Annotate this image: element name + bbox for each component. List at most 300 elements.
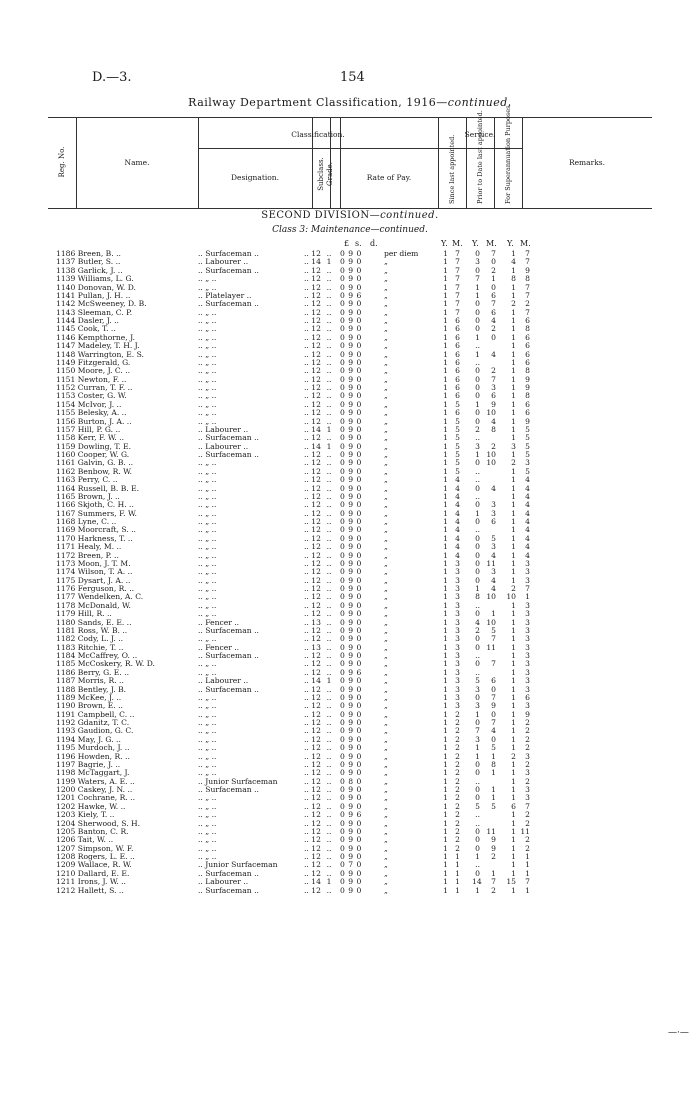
super-years: 1 [511,324,516,334]
super-months: 4 [525,533,530,543]
designation: .. „ .. [198,819,217,828]
rate-of-pay: 0 9 0 [340,408,362,418]
pay-period: „ [384,525,388,535]
designation: .. „ .. [198,735,217,744]
super-years: 1 [511,383,516,392]
since-years: 1 [443,265,448,275]
grade: .. [326,818,332,828]
subclass: .. 12 [304,416,321,426]
designation: .. „ .. [198,668,217,677]
rate-of-pay: 0 9 0 [340,567,362,577]
prior-months: 2 [491,885,496,895]
since-years: 1 [443,651,448,660]
grade: .. [326,408,332,418]
rate-of-pay: 0 9 6 [340,667,362,677]
staff-name: 1167 Summers, F. W. [56,509,137,518]
unit-pound: £ [344,239,350,248]
rate-of-pay: 0 9 0 [340,584,362,593]
subclass: .. 12 [304,751,321,761]
grade: .. [326,651,332,660]
designation: .. „ .. [198,551,217,560]
prior-years: 0 [475,558,480,568]
header-designation: Designation. [231,173,279,182]
since-months: 3 [455,567,460,577]
since-months: 7 [455,257,460,267]
super-years: 1 [511,341,516,351]
pay-period: „ [384,642,388,652]
grade: .. [326,357,332,367]
pay-period: „ [384,332,388,342]
staff-name: 1160 Cooper, W. G. [56,451,130,459]
grade: .. [326,341,332,351]
designation: .. Surfaceman .. [198,434,259,443]
super-years: 1 [511,399,516,409]
unit-shilling: s. [355,239,362,248]
prior-months: 3 [491,508,496,518]
prior-months: 1 [491,793,496,803]
super-years: 2 [511,299,516,309]
since-months: 3 [455,659,460,669]
pay-period: „ [384,676,388,686]
since-months: 7 [455,265,460,275]
subclass: .. 12 [304,332,321,342]
pay-period: „ [384,550,388,560]
since-years: 1 [443,709,448,719]
designation: .. Fencer .. [198,618,240,627]
staff-name: 1212 Hallett, S. .. [56,886,124,895]
since-months: 4 [455,483,460,493]
rate-of-pay: 0 9 0 [340,483,362,493]
subclass: .. 12 [304,399,321,409]
since-years: 1 [443,517,448,526]
rate-of-pay: 0 9 0 [340,684,362,694]
since-years: 1 [443,835,448,845]
grade: .. [326,282,332,292]
staff-name: 1172 Breen, P. .. [56,551,119,560]
super-years: 1 [511,709,516,719]
since-months: 2 [455,726,460,736]
rate-of-pay: 0 9 0 [340,307,362,317]
pay-period: „ [384,299,388,309]
super-years: 1 [511,517,516,526]
super-years: 4 [511,257,516,267]
super-years: 1 [511,357,516,367]
super-years: 1 [511,885,516,895]
staff-name: 1165 Brown, J. .. [56,492,120,501]
rate-of-pay: 0 9 0 [340,718,362,727]
super-years: 1 [511,265,516,275]
pay-period: „ [384,424,388,434]
subclass: .. 12 [304,810,321,820]
super-months: 2 [525,810,530,820]
super-years: 1 [511,249,516,258]
staff-name: 1162 Benbow, R. W. [56,467,132,476]
grade: .. [326,274,332,284]
pay-period: „ [384,885,388,895]
prior-years: 0 [475,299,480,309]
designation: .. „ .. [198,509,217,518]
rate-of-pay: 0 8 0 [340,776,362,786]
pay-period: „ [384,517,388,526]
rate-of-pay: 0 9 0 [340,692,362,702]
grade: .. [326,659,332,669]
grade: .. [326,332,332,342]
since-months: 3 [455,701,460,711]
rate-of-pay: 0 9 0 [340,801,362,811]
super-years: 3 [511,441,516,451]
rate-of-pay: 0 9 0 [340,332,362,342]
pay-period: „ [384,265,388,275]
designation: .. „ .. [198,484,217,493]
since-months: 1 [455,852,460,861]
designation: .. Platelayer .. [198,291,252,300]
designation: .. Labourer .. [198,878,249,887]
grade: .. [326,835,332,845]
prior-months: 4 [491,349,496,359]
super-months: 9 [525,709,530,719]
designation: .. „ .. [198,744,217,753]
prior-months: 2 [491,265,496,275]
grade: .. [326,525,332,535]
staff-name: 1158 Kerr, F. W. .. [56,434,124,443]
since-years: 1 [443,642,448,652]
pay-period: „ [384,349,388,359]
designation: .. „ .. [198,467,217,476]
page-number: 154 [340,70,365,85]
super-months: 6 [525,316,530,325]
subclass: .. 12 [304,793,321,803]
since-years: 1 [443,734,448,744]
staff-name: 1184 McCaffrey, O. .. [56,652,138,660]
super-years: 1 [511,634,516,644]
super-years: 1 [511,676,516,686]
subclass: .. 12 [304,265,321,275]
grade: .. [326,458,332,468]
grade: .. [326,533,332,543]
since-years: 1 [443,584,448,593]
prior-months: 4 [491,483,496,493]
rate-of-pay: 0 9 0 [340,399,362,409]
super-months: 8 [525,366,530,376]
since-months: 3 [455,642,460,652]
since-years: 1 [443,726,448,736]
rate-of-pay: 0 9 0 [340,433,362,443]
prior-years: .. [475,818,480,828]
super-months: 9 [525,383,530,392]
subclass: .. 12 [304,776,321,786]
super-years: 1 [511,868,516,878]
designation: .. „ .. [198,576,217,585]
designation: .. „ .. [198,275,217,284]
pay-period: „ [384,450,388,459]
designation: .. Fencer .. [198,643,240,652]
prior-years: 3 [475,441,480,451]
staff-name: 1170 Harkness, T. .. [56,534,133,543]
designation: .. „ .. [198,308,217,317]
prior-months: 9 [491,843,496,853]
staff-name: 1151 Newton, F. .. [56,375,127,384]
since-months: 2 [455,709,460,719]
pay-period: „ [384,575,388,585]
designation: .. „ .. [198,534,217,543]
prior-years: 0 [475,307,480,317]
super-months: 4 [525,491,530,501]
since-years: 1 [443,383,448,392]
super-months: 4 [525,517,530,526]
grade: .. [326,684,332,694]
pay-period: „ [384,491,388,501]
prior-years: 1 [475,751,480,761]
prior-years: 1 [475,743,480,753]
rate-of-pay: 0 9 0 [340,709,362,719]
super-years: 2 [511,458,516,468]
designation: .. „ .. [198,752,217,761]
prior-months: 6 [491,290,496,300]
since-years: 1 [443,475,448,485]
prior-months: 4 [491,550,496,560]
since-years: 1 [443,466,448,476]
prior-years: 0 [475,366,480,376]
grade: .. [326,349,332,359]
rate-of-pay: 0 9 0 [340,885,362,895]
pay-period: „ [384,508,388,518]
super-years: 1 [511,667,516,677]
staff-name: 1207 Simpson, W. F. [56,844,134,853]
header-reg-no: Reg. No. [58,146,66,178]
super-months: 3 [525,768,530,778]
subclass: .. 12 [304,684,321,694]
subclass: .. 12 [304,483,321,493]
designation: .. „ .. [198,853,217,861]
super-months: 4 [525,475,530,485]
pay-period: „ [384,751,388,761]
since-years: 1 [443,274,448,284]
pay-period: „ [384,600,388,610]
prior-months: 4 [491,584,496,593]
grade: .. [326,366,332,376]
prior-months: 0 [491,282,496,292]
designation: .. „ .. [198,325,217,334]
super-years: 1 [511,776,516,786]
designation: .. Surfaceman .. [198,886,259,895]
prior-years: 0 [475,718,480,727]
since-years: 1 [443,324,448,334]
prior-months: 10 [486,458,496,468]
super-months: 3 [525,575,530,585]
super-years: 1 [511,542,516,552]
grade: .. [326,709,332,719]
staff-name: 1193 Gaudion, G. C. [56,727,134,736]
rate-of-pay: 0 9 0 [340,491,362,501]
rate-of-pay: 0 9 0 [340,835,362,845]
staff-name: 1164 Russell, B. B. E. [56,484,140,493]
pay-period: „ [384,366,388,376]
pay-period: „ [384,877,388,887]
prior-months: 4 [491,726,496,736]
super-months: 2 [525,843,530,853]
rate-of-pay: 0 9 0 [340,642,362,652]
unit-years-since: Y. [441,239,448,248]
super-years: 2 [511,751,516,761]
rate-of-pay: 0 9 0 [340,525,362,535]
since-months: 3 [455,609,460,619]
staff-name: 1201 Cochrane, R. .. [56,794,136,803]
pay-period: „ [384,475,388,485]
since-months: 3 [455,584,460,593]
super-months: 1 [525,860,530,870]
rate-of-pay: 0 9 0 [340,785,362,794]
staff-name: 1137 Butler, S. .. [56,258,121,267]
super-years: 1 [511,843,516,853]
staff-name: 1185 McCoskery, R. W. D. [56,660,155,669]
subclass: .. 14 [304,877,321,887]
staff-name: 1203 Kiely, T. .. [56,811,115,820]
staff-name: 1143 Sleeman, C. P. [56,308,133,317]
super-months: 5 [525,433,530,443]
staff-name: 1182 Cody, L. J. .. [56,635,124,644]
pay-period: „ [384,592,388,602]
pay-period: „ [384,391,388,401]
prior-years: 1 [475,709,480,719]
since-months: 6 [455,349,460,359]
header-rate: Rate of Pay. [366,173,412,182]
designation: .. „ .. [198,476,217,485]
super-years: 1 [511,651,516,660]
grade: .. [326,450,332,459]
grade: .. [326,617,332,627]
grade: .. [326,667,332,677]
subclass: .. 12 [304,475,321,485]
subclass: .. 12 [304,307,321,317]
rate-of-pay: 0 9 0 [340,826,362,836]
subclass: .. 12 [304,709,321,719]
designation: .. Surfaceman .. [198,300,259,309]
since-months: 2 [455,759,460,769]
staff-name: 1147 Madeley, T. H. J. [56,342,140,351]
rate-of-pay: 0 9 0 [340,274,362,284]
prior-months: 6 [491,676,496,686]
rate-of-pay: 0 9 0 [340,609,362,619]
subclass: .. 12 [304,249,321,258]
since-months: 5 [455,433,460,443]
since-months: 5 [455,424,460,434]
super-years: 2 [511,584,516,593]
prior-years: 0 [475,642,480,652]
super-years: 1 [511,508,516,518]
prior-years: 0 [475,826,480,836]
pay-period: „ [384,433,388,443]
since-months: 6 [455,366,460,376]
subclass: .. 12 [304,609,321,619]
super-years: 8 [511,274,516,284]
super-years: 1 [511,491,516,501]
since-years: 1 [443,868,448,878]
grade: .. [326,307,332,317]
prior-years: 0 [475,542,480,552]
prior-years: .. [475,466,480,476]
designation: .. „ .. [198,660,217,669]
rate-of-pay: 0 9 0 [340,249,362,258]
prior-years: 0 [475,609,480,619]
super-years: 10 [506,592,516,602]
super-months: 3 [525,667,530,677]
staff-name: 1194 May, J. G. .. [56,735,121,744]
prior-months: 10 [486,617,496,627]
super-months: 3 [525,684,530,694]
since-years: 1 [443,877,448,887]
since-years: 1 [443,307,448,317]
prior-years: 14 [472,877,482,887]
since-months: 7 [455,274,460,284]
designation: .. „ .. [198,769,217,778]
subclass: .. 12 [304,826,321,836]
prior-years: 3 [475,257,480,267]
pay-period: per diem [384,249,419,258]
rate-of-pay: 0 9 0 [340,743,362,753]
super-years: 1 [511,743,516,753]
prior-months: 2 [491,441,496,451]
pay-period: „ [384,709,388,719]
designation: .. Surfaceman .. [198,266,259,275]
prior-months: 1 [491,868,496,878]
since-years: 1 [443,667,448,677]
subclass: .. 12 [304,349,321,359]
pay-period: „ [384,282,388,292]
prior-months: 1 [491,751,496,761]
subclass: .. 12 [304,592,321,602]
super-months: 3 [525,651,530,660]
super-months: 7 [525,801,530,811]
grade: .. [326,592,332,602]
rate-of-pay: 0 9 0 [340,374,362,384]
staff-name: 1186 Berry, G. E. .. [56,668,130,677]
staff-name: 1178 McDonald, W. [56,601,131,610]
rate-of-pay: 0 9 0 [340,500,362,510]
prior-years: 1 [475,508,480,518]
since-years: 1 [443,399,448,409]
super-years: 1 [511,332,516,342]
since-months: 4 [455,508,460,518]
grade: .. [326,383,332,392]
document-reference: D.—3. [92,70,132,85]
grade: .. [326,759,332,769]
grade: .. [326,843,332,853]
pay-period: „ [384,667,388,677]
subclass: .. 12 [304,835,321,845]
prior-months: 6 [491,517,496,526]
designation: .. Labourer .. [198,677,249,686]
subclass: .. 12 [304,408,321,418]
staff-name: 1211 Irons, J. W. .. [56,878,126,887]
super-months: 7 [525,584,530,593]
subclass: .. 12 [304,651,321,660]
super-months: 2 [525,759,530,769]
header-superann: For Superannuation Purposes. [504,103,512,204]
designation: .. Surfaceman .. [198,685,259,694]
prior-years: 8 [475,592,480,602]
prior-years: 0 [475,249,480,258]
prior-years: 0 [475,759,480,769]
super-years: 1 [511,642,516,652]
since-years: 1 [443,785,448,794]
header-grade: Grade. [326,162,334,186]
pay-period: „ [384,835,388,845]
subclass: .. 12 [304,341,321,351]
designation: .. „ .. [198,702,217,711]
staff-name: 1190 Brown, E. .. [56,702,123,711]
since-years: 1 [443,366,448,376]
header-since-last: Since last appointed. [448,134,456,204]
